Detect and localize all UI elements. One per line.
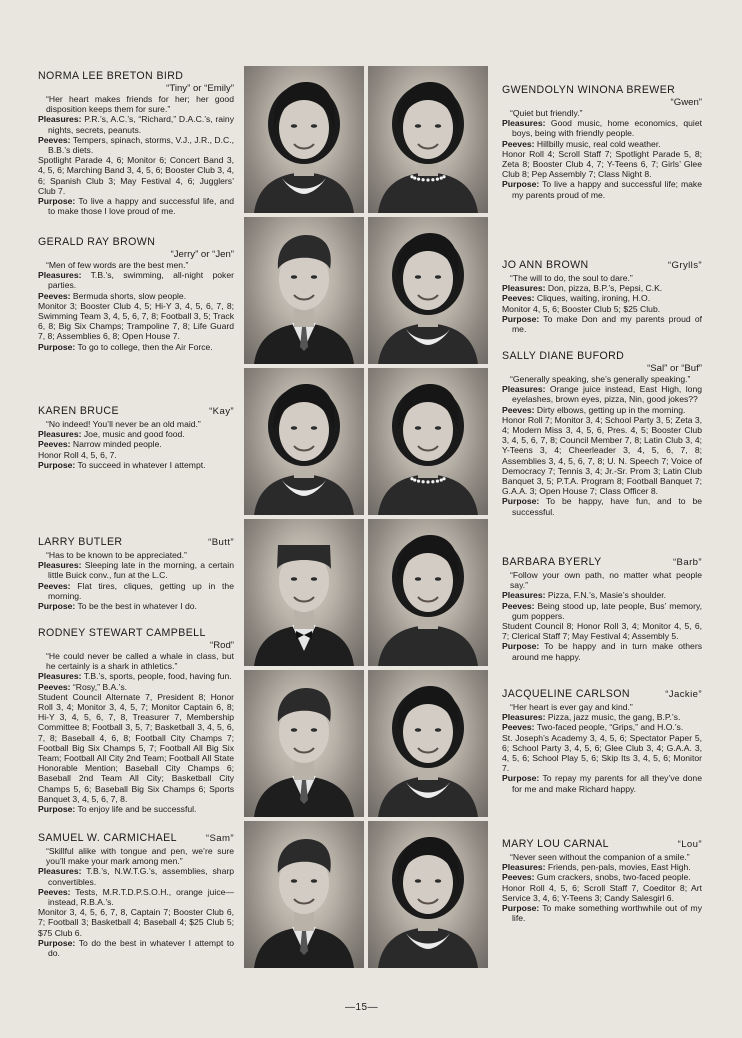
peeves-text: Dirty elbows, getting up in the morning. xyxy=(536,404,686,415)
student-quote: “Never seen without the companion of a smile.” xyxy=(510,852,690,862)
activities-text: Monitor 4, 5, 6; Booster Club 5; $25 Club. xyxy=(502,303,661,314)
peeves-label: Peeves: xyxy=(502,872,535,883)
portrait-photo xyxy=(244,66,364,213)
activities-text: Spotlight Parade 4, 6; Monitor 6; Concert Band 3, 4, 5, 6; Marching Band 3, 4, 5, 6; Booster Club 3, 4, 6; Spanish Club 3; May Festival 4, 6; Jugglers’ Club 7. xyxy=(38,155,234,196)
eye-shape xyxy=(435,577,441,581)
eye-shape xyxy=(291,124,297,128)
pearl-bead xyxy=(440,478,443,481)
pearl-bead xyxy=(417,178,420,181)
portrait-photo xyxy=(368,670,488,817)
purpose-text: To be the best in whatever I do. xyxy=(77,601,197,612)
peeves-text: Flat tires, cliques, getting up in the morning. xyxy=(48,580,234,601)
pleasures-text: T.B.’s, sports, people, food, having fun. xyxy=(83,671,232,682)
student-nickname: “Jackie” xyxy=(665,689,702,700)
clothing-shape xyxy=(378,474,478,515)
purpose-label: Purpose: xyxy=(502,179,540,190)
eye-shape xyxy=(291,426,297,430)
portrait-photo xyxy=(244,519,364,666)
purpose-label: Purpose: xyxy=(38,341,76,352)
peeves-text: Tempers, spinach, storms, V.J., J.R., D.C., B.B.’s diets. xyxy=(48,134,234,156)
purpose-text: To live a happy and successful life; make my parents proud of me. xyxy=(512,179,703,200)
student-name: NORMA LEE BRETON BIRD xyxy=(38,70,184,82)
eye-shape xyxy=(311,879,317,883)
pleasures-label: Pleasures: xyxy=(38,114,82,125)
pleasures-text: Orange juice instead, East High, long eyelashes, brown eyes, pizza, Nin, good jokes?? xyxy=(512,384,702,405)
student-entry xyxy=(502,84,702,200)
peeves-label: Peeves: xyxy=(502,404,535,415)
purpose-text: To make something worthwhile out of my life. xyxy=(512,903,703,924)
peeves-label: Peeves: xyxy=(502,138,535,149)
student-nickname: “Lou” xyxy=(677,839,702,850)
portrait-photo xyxy=(368,66,488,213)
purpose-label: Purpose: xyxy=(38,937,76,948)
pearl-bead xyxy=(442,175,445,178)
pleasures-text: Pizza, F.N.’s, Masie’s shoulder. xyxy=(547,590,667,601)
pearl-bead xyxy=(410,175,413,178)
peeves-text: Tests, M.R.T.D.P.S.O.H., orange juice—instead, R.B.A.’s. xyxy=(48,886,234,908)
activities-text: Honor Roll 4, 5, 6, 7. xyxy=(38,449,117,460)
pleasures-label: Pleasures: xyxy=(502,862,546,873)
peeves-text: Two-faced people, “Grips,” and H.O.’s. xyxy=(536,722,684,733)
portrait-photo xyxy=(368,821,488,968)
pleasures-label: Pleasures: xyxy=(38,429,82,440)
student-entry xyxy=(38,405,234,470)
peeves-text: “Rosy,” B.A.’s. xyxy=(72,681,128,692)
peeves-text: Bermuda shorts, slow people. xyxy=(72,290,187,301)
portrait-photo xyxy=(244,670,364,817)
pearl-bead xyxy=(422,480,425,483)
portrait-silhouette xyxy=(368,217,488,364)
pearl-bead xyxy=(413,478,416,481)
student-nickname: “Jerry” or “Jen” xyxy=(170,249,234,260)
pleasures-text: Joe, music and good food. xyxy=(83,429,185,440)
purpose-label: Purpose: xyxy=(38,804,76,815)
student-nickname: “Rod” xyxy=(210,640,234,651)
student-entry xyxy=(38,832,234,958)
student-quote: “Men of few words are the best men.” xyxy=(46,260,189,270)
portrait-silhouette xyxy=(368,670,488,817)
student-quote: “The will to do, the soul to dare.” xyxy=(510,273,633,283)
portrait-silhouette xyxy=(244,217,364,364)
activities-text: Honor Roll 4; Scroll Staff 7; Spotlight Parade 5, 8; Zeta 8; Booster Club 4, 7; Y-Teens 6, 7; Girls’ Glee Club 8; Pep Assembly 7; Class Night 8. xyxy=(502,148,702,180)
peeves-label: Peeves: xyxy=(38,580,71,591)
student-name: SAMUEL W. CARMICHAEL xyxy=(38,832,177,844)
student-name: GERALD RAY BROWN xyxy=(38,236,156,248)
pleasures-label: Pleasures: xyxy=(502,384,546,395)
student-nickname: “Barb” xyxy=(672,557,702,568)
student-quote: “He could never be called a whale in class, but he certainly is a shark in athletics.” xyxy=(46,651,234,672)
student-name: MARY LOU CARNAL xyxy=(502,838,609,850)
pearl-bead xyxy=(436,480,439,483)
peeves-label: Peeves: xyxy=(502,293,535,304)
student-name: JO ANN BROWN xyxy=(502,259,589,271)
student-name: KAREN BRUCE xyxy=(38,405,119,417)
student-nickname: “Sal” or “Buf” xyxy=(647,363,702,374)
student-quote: “Her heart is ever gay and kind.” xyxy=(510,702,633,712)
student-entry xyxy=(38,236,234,352)
pleasures-label: Pleasures: xyxy=(502,283,546,294)
purpose-text: To succeed in whatever I attempt. xyxy=(77,459,206,470)
activities-text: Honor Roll 7; Monitor 3, 4; School Party 3, 5; Zeta 3, 4; Modern Miss 3, 4, 5, 6, Pres. 4, 5; Booster Club 3, 4, 5, 6, 7, 8; Council Member 7, 8; Latin Club 3, 4; Y-Teens 3, 4; Cheerleader 3, 4, 5, 6, 7, 8; Assemblies 3, 4, 5, 6, 7, 8; U. N. Speech 7; Voice of Democracy 7; Tennis 3, 4; Jr.-Sr. Prom 3; Latin Club Banquet 3, 5; P.T.A. Program 8; Football Banquet 7; G.A.A. 3; Open House 7; Class Officer 8. xyxy=(502,414,702,497)
pearl-bead xyxy=(413,176,416,179)
pearl-bead xyxy=(436,178,439,181)
eye-shape xyxy=(291,275,297,279)
student-quote: “Her heart makes friends for her; her good disposition keeps them for sure.” xyxy=(46,94,234,115)
peeves-text: Cliques, waiting, ironing, H.O. xyxy=(536,293,651,304)
student-name: JACQUELINE CARLSON xyxy=(502,688,630,700)
purpose-label: Purpose: xyxy=(38,196,76,207)
clothing-shape xyxy=(378,172,478,213)
student-nickname: “Butt” xyxy=(208,537,234,548)
student-entry xyxy=(502,259,702,334)
student-name: SALLY DIANE BUFORD xyxy=(502,350,625,362)
portrait-silhouette xyxy=(368,368,488,515)
pearl-bead xyxy=(431,178,434,181)
pleasures-text: Friends, pen-pals, movies, East High. xyxy=(547,862,691,873)
student-nickname: “Kay” xyxy=(209,406,234,417)
pearl-bead xyxy=(440,176,443,179)
student-entry xyxy=(502,350,702,517)
portrait-silhouette xyxy=(244,368,364,515)
eye-shape xyxy=(291,728,297,732)
student-quote: “Skillful alike with tongue and pen, we’re sure you’ll make your mark among men.” xyxy=(46,846,234,867)
student-entry xyxy=(38,536,234,611)
purpose-label: Purpose: xyxy=(502,773,540,784)
purpose-text: To repay my parents for all they’ve done for me and make Richard happy. xyxy=(512,773,702,794)
portrait-silhouette xyxy=(244,821,364,968)
student-entry xyxy=(38,70,234,216)
activities-text: Monitor 3, 4, 5, 6, 7, 8, Captain 7; Booster Club 6, 7; Football 3; Basketball 4; Baseball 4; $25 Club 5; $75 Club 6. xyxy=(38,907,234,938)
peeves-label: Peeves: xyxy=(38,886,71,897)
student-nickname: “Sam” xyxy=(205,833,234,844)
portrait-photo xyxy=(368,217,488,364)
eye-shape xyxy=(415,577,421,581)
pleasures-text: Good music, home economics, quiet boys, being with friendly people. xyxy=(512,118,703,139)
student-quote: “Has to be known to be appreciated.” xyxy=(46,550,187,560)
eye-shape xyxy=(415,879,421,883)
peeves-label: Peeves: xyxy=(502,600,535,611)
purpose-text: To do the best in whatever I attempt to do. xyxy=(48,937,234,959)
portrait-silhouette xyxy=(368,821,488,968)
pleasures-text: Pizza, jazz music, the gang, B.P.’s. xyxy=(547,712,681,723)
portrait-silhouette xyxy=(368,66,488,213)
pleasures-label: Pleasures: xyxy=(38,866,82,877)
portrait-photo xyxy=(244,217,364,364)
pearl-bead xyxy=(422,178,425,181)
purpose-text: To go to college, then the Air Force. xyxy=(77,341,213,352)
pleasures-label: Pleasures: xyxy=(38,671,82,682)
pleasures-label: Pleasures: xyxy=(38,270,82,281)
peeves-label: Peeves: xyxy=(502,722,535,733)
purpose-text: To be happy and in turn make others around me happy. xyxy=(512,641,702,662)
purpose-text: To be happy, have fun, and to be successful. xyxy=(512,496,703,517)
purpose-label: Purpose: xyxy=(38,459,76,470)
portrait-silhouette xyxy=(368,519,488,666)
eye-shape xyxy=(311,124,317,128)
student-nickname: “Grylls” xyxy=(667,260,702,271)
pleasures-label: Pleasures: xyxy=(502,712,546,723)
eye-shape xyxy=(311,426,317,430)
student-quote: “Generally speaking, she’s generally speaking.” xyxy=(510,374,691,384)
portrait-photo xyxy=(368,519,488,666)
portrait-silhouette xyxy=(244,670,364,817)
pearl-bead xyxy=(442,477,445,480)
pleasures-label: Pleasures: xyxy=(38,560,82,571)
student-name: RODNEY STEWART CAMPBELL xyxy=(38,627,206,639)
peeves-label: Peeves: xyxy=(38,681,71,692)
eye-shape xyxy=(311,728,317,732)
activities-text: Monitor 3; Booster Club 4, 5; Hi-Y 3, 4, 5, 6, 7, 8; Swimming Team 3, 4, 5, 6, 7, 8; Football 3, 5; Track 6, 8; Big Six Champs; Trampoline 7, 8; Life Guard 7, 8; Assemblies 6, 8; Open House 7. xyxy=(38,300,234,342)
student-nickname: “Gwen” xyxy=(670,97,702,108)
pleasures-text: Don, pizza, B.P.’s, Pepsi, C.K. xyxy=(547,283,663,294)
eye-shape xyxy=(415,124,421,128)
student-quote: “No indeed! You’ll never be an old maid.” xyxy=(46,419,201,429)
eye-shape xyxy=(291,879,297,883)
peeves-text: Narrow minded people. xyxy=(72,439,162,450)
eye-shape xyxy=(291,577,297,581)
student-quote: “Follow your own path, no matter what people say.” xyxy=(510,570,702,591)
clothing-shape xyxy=(378,625,478,666)
student-entry xyxy=(502,688,702,794)
student-nickname: “Tiny” or “Emily” xyxy=(166,83,234,94)
portrait-silhouette xyxy=(244,519,364,666)
eye-shape xyxy=(435,275,441,279)
pleasures-text: Sleeping late in the morning, a certain little Buick conv., fun at the L.C. xyxy=(48,560,235,581)
portrait-photo xyxy=(244,821,364,968)
activities-text: St. Joseph’s Academy 3, 4, 5, 6; Spectator Paper 5, 6; School Party 3, 4, 5, 6; Glee Club 3, 4; G.A.A. 3, 4, 5, 6; School Play 5, 6; Skip Its 3, 4, 5, 6; Monitor 7. xyxy=(502,732,702,774)
eye-shape xyxy=(311,275,317,279)
peeves-label: Peeves: xyxy=(38,290,71,301)
pearl-bead xyxy=(417,480,420,483)
purpose-label: Purpose: xyxy=(502,313,540,324)
pleasures-text: T.B.’s, swimming, all-night poker parties. xyxy=(48,270,234,291)
student-entry xyxy=(38,627,234,814)
peeves-text: Being stood up, late people, Bus’ memory, gum poppers. xyxy=(512,600,702,621)
peeves-text: Gum crackers, snobs, two-faced people. xyxy=(536,872,691,883)
peeves-text: Hillbilly music, real cold weather. xyxy=(536,138,661,149)
purpose-text: To enjoy life and be successful. xyxy=(77,804,197,815)
pleasures-text: T.B.’s, N.W.T.G.’s, assemblies, sharp convertibles. xyxy=(48,866,234,887)
purpose-text: To live a happy and successful life, and to make those I love proud of me. xyxy=(48,196,234,217)
pleasures-label: Pleasures: xyxy=(502,118,546,129)
peeves-label: Peeves: xyxy=(38,439,71,450)
purpose-label: Purpose: xyxy=(502,903,540,914)
eye-shape xyxy=(415,728,421,732)
purpose-label: Purpose: xyxy=(502,641,540,652)
peeves-label: Peeves: xyxy=(38,134,71,145)
eye-shape xyxy=(435,426,441,430)
activities-text: Student Council 8; Honor Roll 3, 4; Monitor 4, 5, 6, 7; Clerical Staff 7; May Festival 4; Assembly 5. xyxy=(502,621,702,642)
eye-shape xyxy=(415,275,421,279)
student-quote: “Quiet but friendly.” xyxy=(510,108,583,118)
eye-shape xyxy=(435,124,441,128)
activities-text: Honor Roll 4, 5, 6; Scroll Staff 7, Coeditor 8; Art Service 3, 4, 6; Y-Teens 3; Candy Salesgirl 6. xyxy=(502,882,702,903)
pearl-bead xyxy=(410,477,413,480)
eye-shape xyxy=(435,879,441,883)
pearl-bead xyxy=(426,480,429,483)
pleasures-text: P.R.’s, A.C.’s, “Richard,” D.A.C.’s, rainy nights, secrets, peanuts. xyxy=(48,114,235,135)
eye-shape xyxy=(311,577,317,581)
eye-shape xyxy=(435,728,441,732)
portrait-photo xyxy=(368,368,488,515)
eye-shape xyxy=(415,426,421,430)
student-name: BARBARA BYERLY xyxy=(502,556,602,568)
portrait-photo xyxy=(244,368,364,515)
page-number: —15— xyxy=(345,1002,379,1013)
pearl-bead xyxy=(431,480,434,483)
purpose-label: Purpose: xyxy=(502,496,540,507)
pleasures-label: Pleasures: xyxy=(502,590,546,601)
purpose-text: To make Don and my parents proud of me. xyxy=(512,313,702,335)
student-name: GWENDOLYN WINONA BREWER xyxy=(502,84,676,96)
portrait-silhouette xyxy=(244,66,364,213)
purpose-label: Purpose: xyxy=(38,601,76,612)
pearl-bead xyxy=(426,178,429,181)
student-entry xyxy=(502,556,702,662)
student-entry xyxy=(502,838,702,923)
student-name: LARRY BUTLER xyxy=(38,536,123,548)
activities-text: Student Council Alternate 7, President 8; Honor Roll 3, 4; Monitor 3, 4, 5, 7; Monitor Captain 6, 8; Hi-Y 3, 4, 5, 6, 7, 8, Treasurer 7, Membership Committee 8; Football 3, 5, 7; Basketball 3, 4, 5, 6, 7, 8; Baseball 4, 6, 8; Football City Champs 7; Football Big Six Champs 5, 7; Football All Big Six Team; Football All City 2nd Team; Football All State Honorable Mention; Baseball City Champs 6; Baseball 2nd Team All City; Basketball City Champs 5, 6; Baseball Big Six Champs 6; Sports Banquet 3, 4, 5, 6, 7, 8. xyxy=(38,691,234,804)
